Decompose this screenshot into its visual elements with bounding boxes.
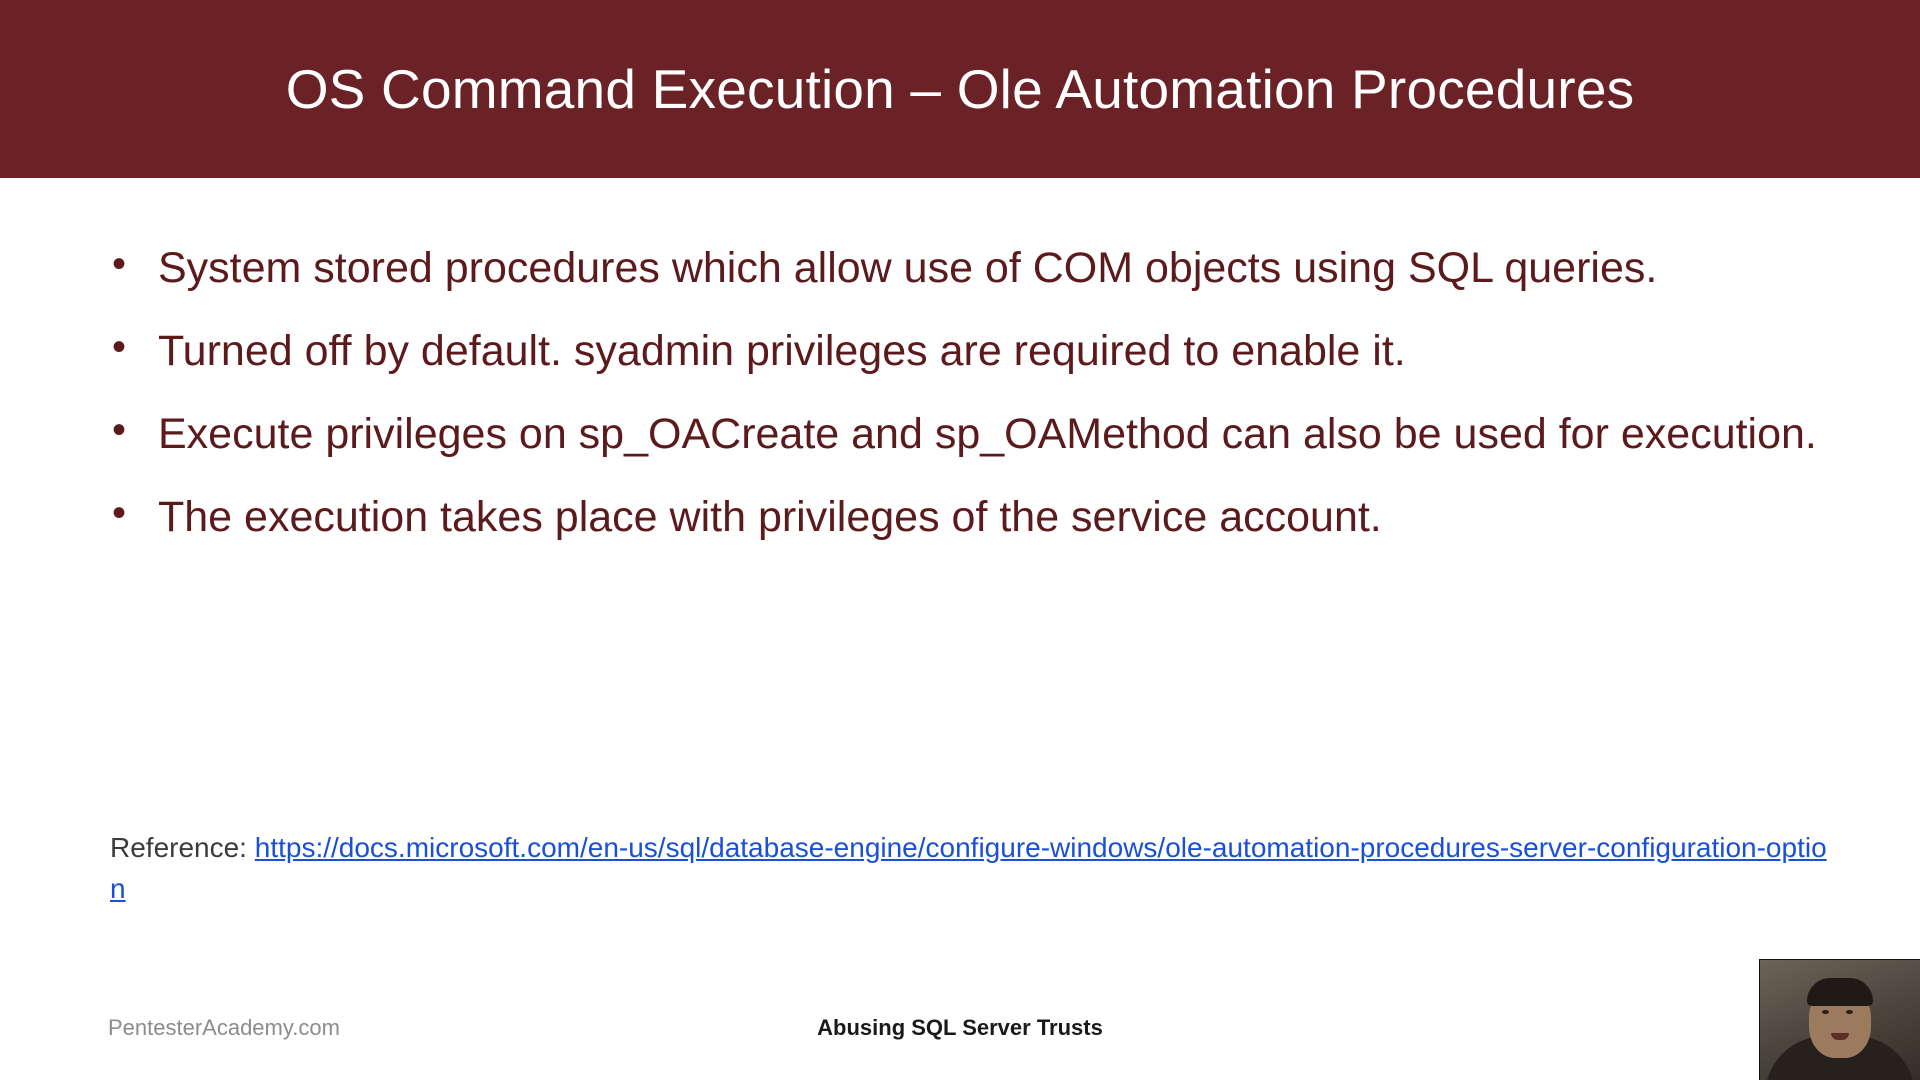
reference-block (110, 828, 1830, 909)
page-title: OS Command Execution – Ole Automation Procedures (285, 57, 1635, 120)
list-item: • Execute privileges on sp_OACreate and sp_OAMethod can also be used for execution. (100, 404, 1840, 465)
slide-title-bar (0, 0, 1920, 178)
bullet-list (100, 238, 1840, 548)
presenter-eye-left (1822, 1010, 1829, 1014)
list-item: • Turned off by default. syadmin privileges are required to enable it. (100, 321, 1840, 382)
presenter-webcam (1759, 959, 1920, 1080)
list-item: • System stored procedures which allow use of COM objects using SQL queries. (100, 238, 1840, 299)
footer-brand: PentesterAcademy.com (108, 1015, 340, 1040)
footer-course-title: Abusing SQL Server Trusts (817, 1015, 1103, 1040)
slide-body (100, 238, 1840, 570)
list-item: • The execution takes place with privileges of the service account. (100, 487, 1840, 548)
reference-label: Reference: (110, 832, 255, 863)
presenter-hair (1807, 978, 1873, 1006)
presenter-eye-right (1846, 1010, 1853, 1014)
reference-link[interactable]: https://docs.microsoft.com/en-us/sql/database-engine/configure-windows/ole-automation-procedures-server-configuration-option (110, 832, 1827, 904)
